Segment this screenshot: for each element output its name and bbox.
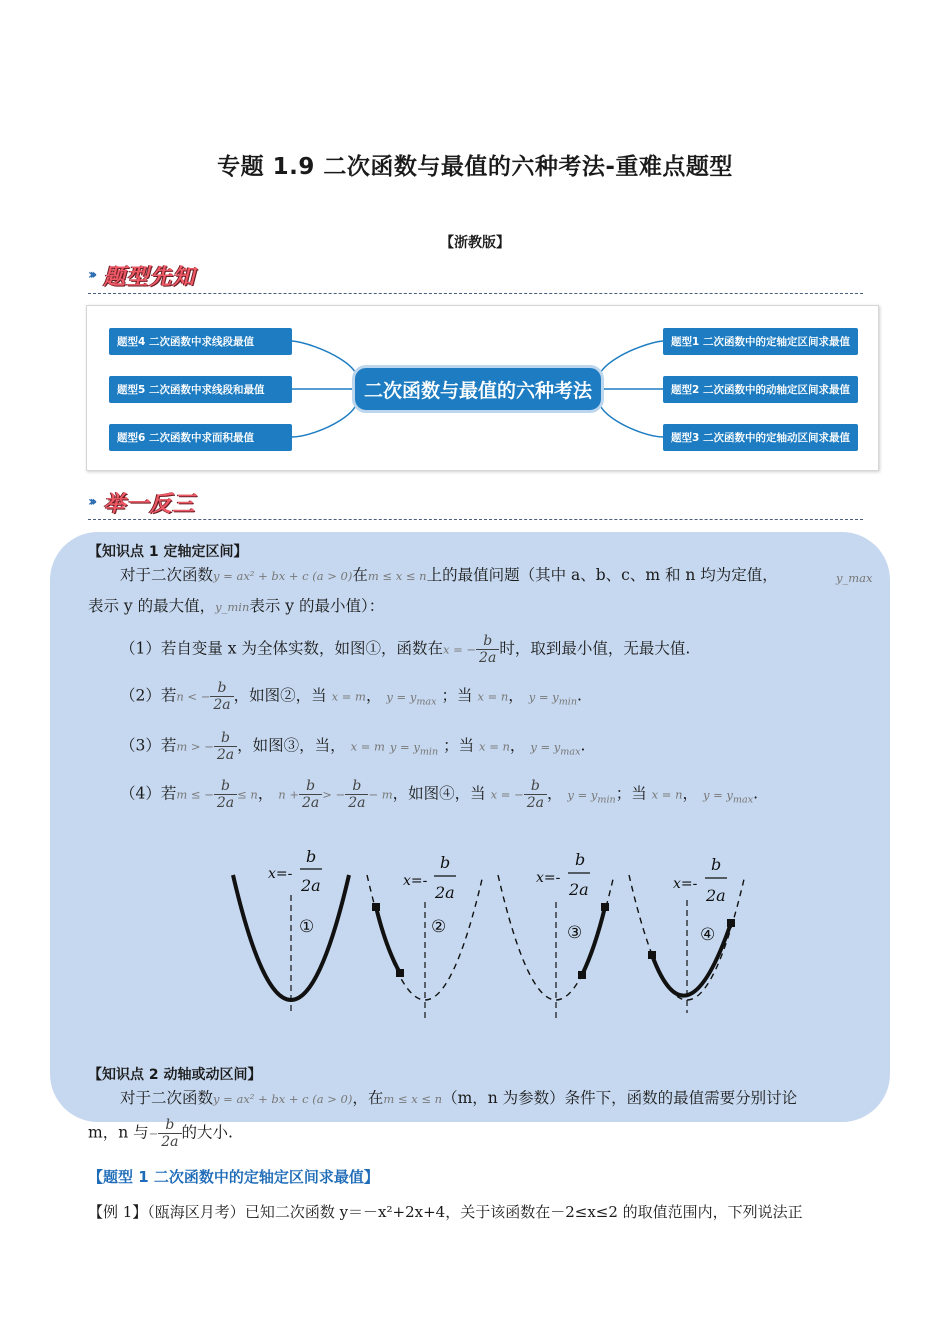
triple-arrow-icon: ››› — [88, 267, 94, 283]
section-header-preview — [88, 258, 195, 292]
connector-left-3 — [292, 389, 358, 437]
knowledge-point-2-line1: 对于二次函数y = ax² + bx + c (a > 0)，在m ≤ x ≤ n（m，n 为参数）条件下，函数的最值需要分别讨论 — [120, 1089, 798, 1107]
connector-left-1 — [292, 341, 358, 389]
knowledge-box — [50, 532, 890, 1122]
knowledge-point-1-intro: 对于二次函数y = ax² + bx + c (a > 0)在m ≤ x ≤ n上的最值问题（其中 a、b、c、m 和 n 均为定值， — [120, 566, 778, 584]
svg-text:b: b — [440, 853, 451, 872]
mind-map-node-type6: 题型6 二次函数中求面积最值 — [109, 424, 292, 451]
figure-2 — [367, 853, 483, 1020]
mind-map-center: 二次函数与最值的六种考法 — [352, 365, 604, 413]
svg-text:x=-: x=- — [673, 876, 698, 892]
svg-text:x=-: x=- — [403, 873, 428, 889]
mind-map-node-type3: 题型3 二次函数中的定轴动区间求最值 — [663, 424, 858, 451]
connector-right-1 — [598, 341, 663, 389]
svg-text:④: ④ — [700, 925, 716, 945]
symbol-ymax: y_max — [836, 571, 873, 585]
case-1: （1）若自变量 x 为全体实数，如图①，函数在x = − $\frac{b}{2a}$ 时，取到最小值，无最大值. — [120, 633, 691, 667]
svg-text:b: b — [711, 855, 722, 874]
figure-1 — [233, 847, 349, 1013]
connector-right-3 — [598, 389, 663, 437]
page-title: 专题 1.9 二次函数与最值的六种考法-重难点题型 — [217, 154, 733, 180]
mind-map-node-type1: 题型1 二次函数中的定轴定区间求最值 — [663, 328, 858, 355]
knowledge-point-2-line2: m，n 与− $\frac{b}{2a}$ 的大小. — [88, 1117, 233, 1151]
svg-text:x=-: x=- — [268, 866, 293, 882]
mind-map-node-type4: 题型4 二次函数中求线段最值 — [109, 328, 292, 355]
section-header-label: 题型先知 — [103, 264, 196, 290]
knowledge-point-2-heading: 【知识点 2 动轴或动区间】 — [88, 1067, 262, 1083]
knowledge-point-1-line2: 表示 y 的最大值，y_min表示 y 的最小值）： — [88, 597, 385, 615]
svg-text:2a: 2a — [301, 876, 321, 895]
svg-text:②: ② — [431, 917, 447, 937]
triple-arrow-icon: ››› — [88, 494, 94, 510]
mind-map-node-type2: 题型2 二次函数中的动轴定区间求最值 — [663, 376, 858, 403]
case-2: （2）若n < − $\frac{b}{2a}$ ，如图②，当 x = m， $y = y_{max}$ ；当 x = n， $y = y_{min}$. — [120, 680, 582, 714]
type-1-heading: 【题型 1 二次函数中的定轴定区间求最值】 — [88, 1168, 379, 1186]
svg-text:2a: 2a — [569, 880, 589, 899]
section-divider — [88, 293, 863, 294]
parabola-figures — [220, 840, 760, 1030]
svg-text:2a: 2a — [435, 883, 455, 902]
example-1-text: 【例 1】（瓯海区月考）已知二次函数 y＝－x²+2x+4，关于该函数在－2≤x≤2 的取值范围内，下列说法正 — [88, 1203, 803, 1221]
svg-text:b: b — [306, 847, 317, 866]
section-divider — [88, 519, 863, 520]
svg-text:b: b — [575, 850, 586, 869]
svg-text:①: ① — [299, 917, 315, 937]
svg-text:③: ③ — [567, 923, 583, 943]
figure-3 — [498, 850, 614, 1020]
section-header-practice — [88, 485, 195, 519]
mind-map-node-type5: 题型5 二次函数中求线段和最值 — [109, 376, 292, 403]
knowledge-point-1-heading: 【知识点 1 定轴定区间】 — [88, 544, 248, 560]
svg-text:2a: 2a — [706, 886, 726, 905]
svg-text:x=-: x=- — [536, 870, 561, 886]
edition-label: 【浙教版】 — [440, 235, 510, 251]
case-3: （3）若m > − $\frac{b}{2a}$ ，如图③，当， x = m $y = y_{min}$ ；当 x = n， $y = y_{max}$. — [120, 730, 586, 764]
section-header-label: 举一反三 — [103, 491, 196, 517]
case-4: （4）若m ≤ − $\frac{b}{2a}$ ≤ n， n + $\frac{b}{2a}$ > − $\frac{b}{2a}$ − m，如图④，当 x = − $\frac{b}{2a}$ ， $y = y_{min}$；当 x = n， $y = y_{max}$. — [120, 778, 759, 812]
figure-4 — [629, 855, 745, 1013]
